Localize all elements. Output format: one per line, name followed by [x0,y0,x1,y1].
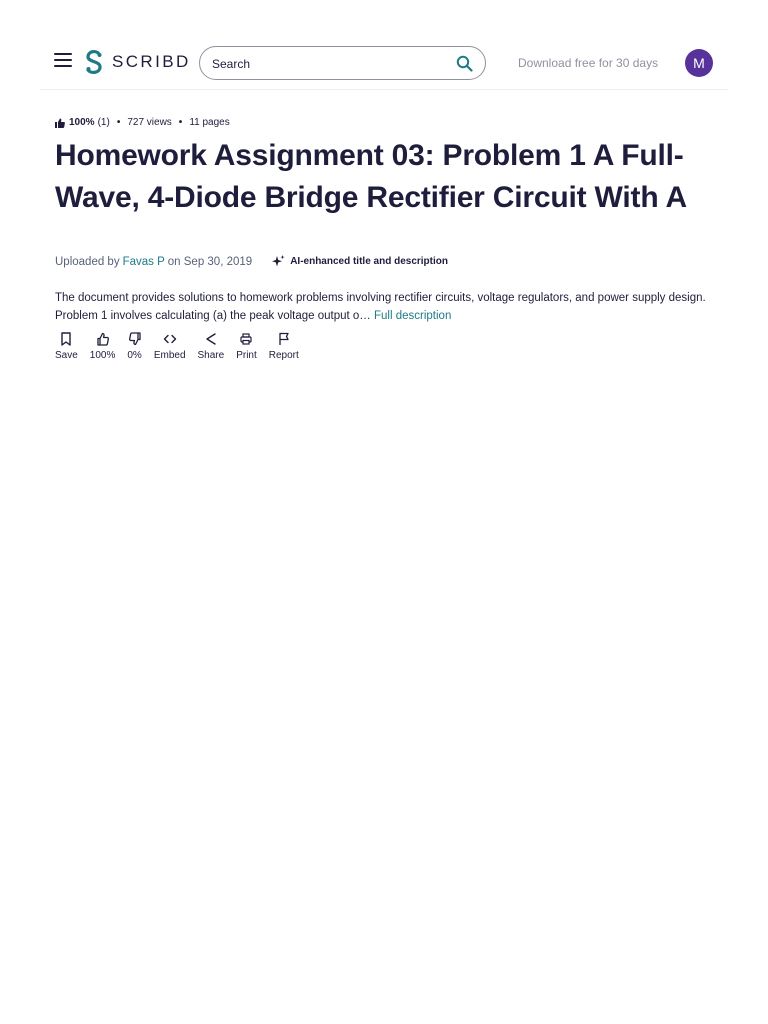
share-button[interactable] [198,332,225,361]
downvote-button[interactable] [127,332,141,361]
bookmark-icon [59,332,73,346]
report-button[interactable] [269,332,299,361]
uploaded-by-label: Uploaded by [55,255,120,268]
page-count: 11 pages [189,117,230,128]
share-label: Share [197,350,225,361]
ai-badge [272,255,448,268]
embed-label: Embed [153,350,186,361]
print-label: Print [236,350,257,361]
scribd-logo-icon [84,49,104,75]
flag-icon [277,332,291,346]
scribd-logo[interactable] [84,49,191,75]
view-count: 727 views [127,117,172,128]
print-icon [239,332,253,346]
separator-dot: • [178,117,183,128]
sparkle-icon [272,255,285,268]
author-link[interactable]: Favas P [122,255,165,268]
upload-date: on Sep 30, 2019 [167,255,253,268]
save-button[interactable] [55,332,78,361]
thumbs-up-filled-icon [55,118,65,128]
code-icon [163,332,177,346]
rating-percent: 100% [69,117,95,128]
logo-text: SCRIBD [112,52,191,71]
search-bar [199,46,486,80]
upvote-label: 100% [89,350,116,361]
ai-badge-label: AI-enhanced title and description [290,256,448,267]
hamburger-menu-icon[interactable] [54,53,72,71]
separator-dot: • [116,117,121,128]
search-input[interactable] [212,55,442,72]
search-icon[interactable] [456,55,473,72]
top-header [40,36,728,90]
download-free-link[interactable]: Download free for 30 days [518,56,659,70]
thumbs-up-icon [96,332,110,346]
full-description-link[interactable]: Full description [374,310,452,322]
print-button[interactable] [236,332,257,361]
user-avatar[interactable]: M [685,49,713,77]
document-stats [55,117,230,128]
share-icon [204,332,218,346]
downvote-label: 0% [127,350,142,361]
document-title: Homework Assignment 03: Problem 1 A Full-Wave, 4-Diode Bridge Rectifier Circuit With A [55,139,687,214]
upload-info [55,255,448,268]
upvote-button[interactable] [90,332,116,361]
rating-count: (1) [97,117,110,128]
description-text: The document provides solutions to homework problems involving rectifier circuits, voltage regulators, and power supply design. Problem 1 involves calculating (a) the peak voltage output o… [55,292,706,322]
action-bar [55,332,311,361]
document-description [55,289,715,325]
thumbs-down-icon [128,332,142,346]
save-label: Save [55,350,78,361]
embed-button[interactable] [154,332,186,361]
report-label: Report [268,350,299,361]
